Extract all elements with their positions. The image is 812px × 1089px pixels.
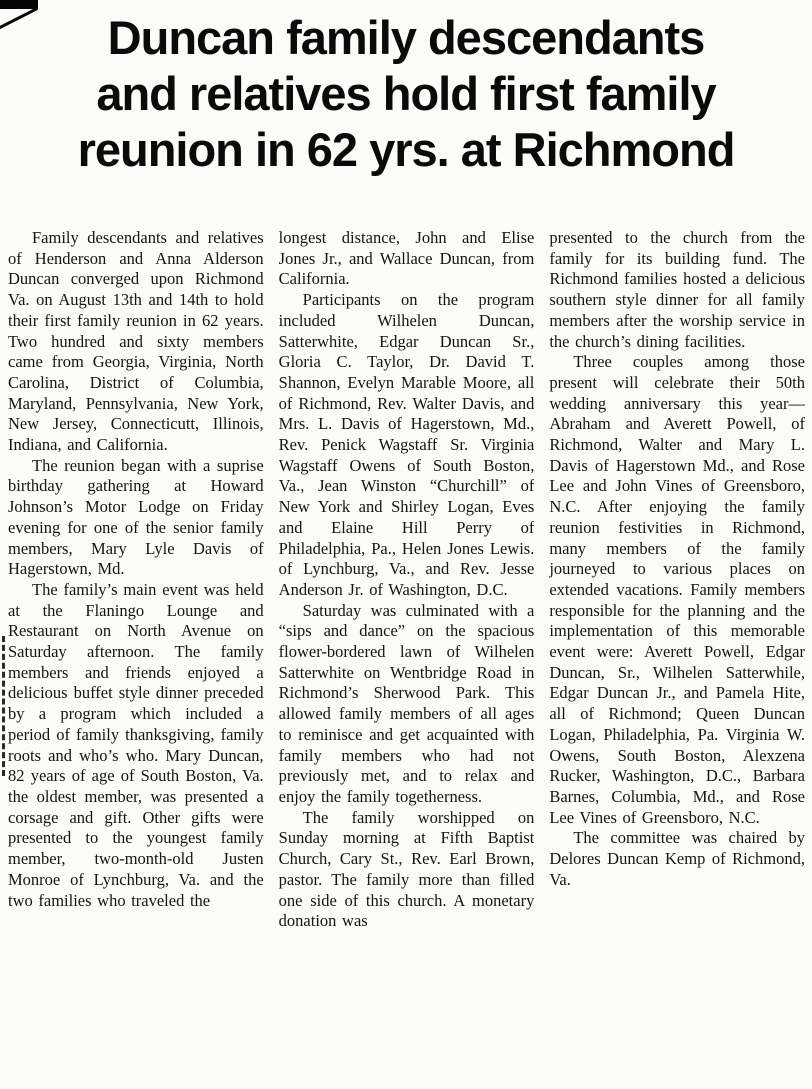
paragraph-main-event: The family’s main event was held at the Flaningo Lounge and Restaurant on North Avenue on Saturday afternoon. The family members and friends enjoyed a delicious buffet style dinner preceded by a program which included a period of family thanksgiving, family roots and who’s who. Mary Duncan, 82 years of age of South Boston, Va. the oldest member, was presented a corsage and gift. Other gifts were presented to the youngest family member, two-month-old Justen Monroe of Lynchburg, Va. and the two families who traveled the — [8, 579, 264, 910]
article-body — [8, 228, 805, 1089]
paragraph-worship: The family worshipped on Sunday morning at Fifth Baptist Church, Cary St., Rev. Earl Brown, pastor. The family more than filled one side of this church. A monetary donation was — [278, 807, 535, 931]
article-column-2 — [279, 228, 535, 1089]
paragraph-anniversaries: Three couples among those present will celebrate their 50th wedding anniversary this year— Abraham and Averett Powell, of Richmond, Walter and Mary L. Davis of Hagerstown Md., and Rose Lee and John Vines of Greensboro, N.C. After enjoying the family reunion festivities in Richmond, many members of the family journeyed to various places on extended vacations. Family members responsible for the planning and the implementation of this memorable event were: Averett Powell, Edgar Duncan, Sr., Wilhelen Satterwhile, Edgar Duncan Jr., and Pamela Hite, all of Richmond; Queen Duncan Logan, Philadelphia, Pa. Virginia W. Owens, South Boston, Alexzena Rucker, Washington, D.C., Barbara Barnes, Columbia, Md., and Rose Lee Vines of Greensboro, N.C. — [549, 352, 805, 827]
headline-line-3: reunion in 62 yrs. at Richmond — [77, 123, 735, 176]
paragraph-lead: Family descendants and relatives of Henderson and Anna Alderson Duncan converged upon Richmond Va. on August 13th and 14th to hold their first family reunion in 62 years. Two hundred and sixty members came from Georgia, Virginia, North Carolina, District of Columbia, Maryland, Pennsylvania, New York, New Jersey, Connecticutt, Illinois, Indiana, and California. — [8, 228, 264, 455]
paragraph-continuation-travel: longest distance, John and Elise Jones Jr., and Wallace Duncan, from California. — [278, 228, 535, 289]
headline-line-2: and relatives hold first family — [96, 67, 716, 120]
scan-artifact-corner-bar — [0, 0, 38, 9]
paragraph-continuation-donation: presented to the church from the family for its building fund. The Richmond families hosted a delicious southern style dinner for all family members after the worship service in the church’s dining facilities. — [549, 228, 805, 351]
scan-artifact-margin-rule — [2, 636, 5, 776]
article-headline — [0, 0, 812, 178]
article-column-1 — [8, 228, 264, 1089]
article-column-3 — [549, 228, 805, 1089]
paragraph-reunion-start: The reunion began with a suprise birthday gathering at Howard Johnson’s Motor Lodge on Friday evening for one of the senior family members, Mary Lyle Davis of Hagerstown, Md. — [8, 455, 264, 579]
headline-line-1: Duncan family descendants — [107, 11, 705, 64]
paragraph-committee: The committee was chaired by Delores Duncan Kemp of Richmond, Va. — [549, 828, 805, 889]
paragraph-saturday: Saturday was culminated with a “sips and dance” on the spacious flower-bordered lawn of Wilhelen Satterwhite on Wentbridge Road in Richmond’s Sherwood Park. This allowed family members of all ages to reminisce and get acquainted with family members who had not previously met, and to relax and enjoy the family togetherness. — [278, 600, 535, 806]
paragraph-participants: Participants on the program included Wilhelen Duncan, Satterwhite, Edgar Duncan Sr., Gloria C. Taylor, Dr. David T. Shannon, Evelyn Marable Moore, all of Richmond, Rev. Walter Davis, and Mrs. L. Davis of Hagerstown, Md., Rev. Penick Wagstaff Sr. Virginia Wagstaff Owens of South Boston, Va., Jean Winston “Churchill” of New York and Shirley Logan, Eves and Elaine Hill Perry of Philadelphia, Pa., Helen Jones Lewis. of Lynchburg, Va., and Rev. Jesse Anderson Jr. of Washington, D.C. — [278, 290, 535, 599]
